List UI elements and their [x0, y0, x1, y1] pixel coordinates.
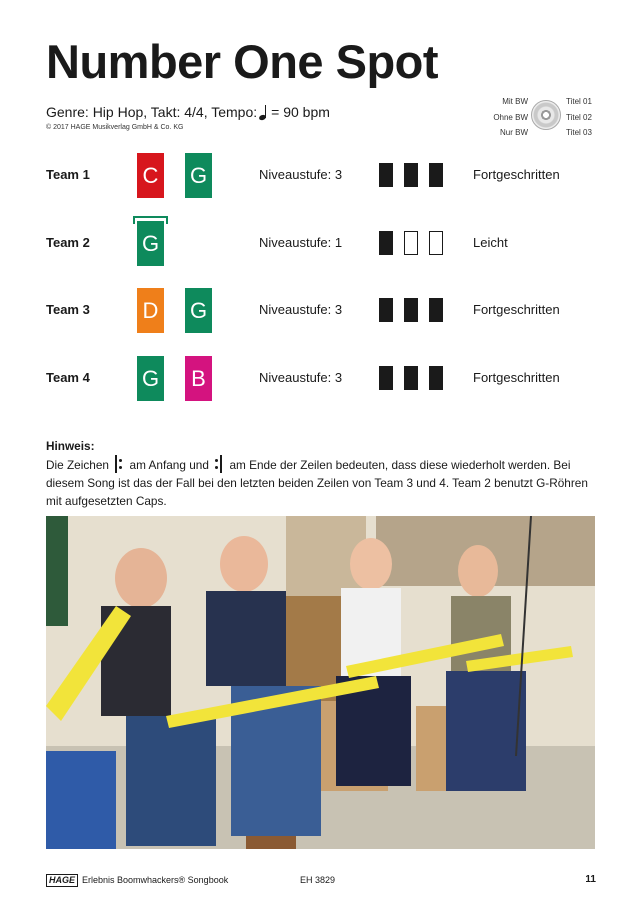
level-bar	[429, 366, 443, 390]
cd-track-01: Titel 01	[566, 97, 592, 106]
songbook-title: Erlebnis Boomwhackers® Songbook	[82, 875, 229, 885]
tube-g-capped	[137, 221, 164, 266]
cap-icon	[133, 216, 168, 224]
genre-line	[46, 104, 330, 120]
cd-label-ohne-bw: Ohne BW	[493, 112, 528, 122]
team-label: Team 3	[46, 302, 90, 317]
hint-block	[46, 437, 596, 510]
photo-illustration	[46, 516, 595, 849]
classroom-photo	[46, 516, 595, 849]
level-bar	[429, 163, 443, 187]
difficulty-label: Leicht	[473, 235, 508, 250]
level-bar	[404, 366, 418, 390]
tube-c: C	[137, 153, 164, 198]
level-bar	[379, 366, 393, 390]
level-bar	[379, 231, 393, 255]
level-bar	[404, 231, 418, 255]
level-bar	[429, 298, 443, 322]
page-title: Number One Spot	[46, 35, 439, 88]
level-bar	[404, 163, 418, 187]
team-row-4	[0, 356, 640, 402]
team-label: Team 1	[46, 167, 90, 182]
difficulty-label: Fortgeschritten	[473, 302, 560, 317]
cd-track-02: Titel 02	[566, 112, 592, 122]
cd-track-03: Titel 03	[566, 128, 592, 137]
cd-left-labels	[493, 94, 528, 141]
level-bar	[379, 163, 393, 187]
level-label: Niveaustufe: 3	[259, 370, 343, 385]
cd-label-nur-bw: Nur BW	[500, 128, 528, 137]
level-label: Niveaustufe: 3	[259, 302, 343, 317]
tube-b: B	[185, 356, 212, 401]
cd-right-labels	[566, 94, 592, 141]
genre-text: Genre: Hip Hop, Takt: 4/4, Tempo:	[46, 104, 258, 120]
page-number: 11	[585, 874, 596, 885]
hint-text	[46, 455, 596, 510]
hint-text-part: am Ende der Zeilen bedeuten, dass diese wiederholt werden. Bei diesem Song ist das der Fall bei den letzten beiden Zeilen von Team 3 und 4. Team 2 benutzt G-Röhren mit aufgesetzten Caps.	[46, 458, 588, 508]
repeat-start-icon	[115, 455, 123, 473]
cd-disc-icon	[531, 100, 561, 130]
footer	[46, 874, 596, 888]
level-label: Niveaustufe: 1	[259, 235, 343, 250]
hint-title: Hinweis:	[46, 439, 95, 453]
catalog-code: EH 3829	[300, 875, 336, 885]
team-row-2	[0, 221, 640, 267]
team-row-3	[0, 288, 640, 334]
cd-track-legend	[480, 94, 600, 140]
level-bar	[429, 231, 443, 255]
level-bar	[379, 298, 393, 322]
hint-text-part: Die Zeichen	[46, 458, 109, 472]
hint-text-part: am Anfang und	[129, 458, 209, 472]
copyright: © 2017 HAGE Musikverlag GmbH & Co. KG	[46, 124, 184, 131]
difficulty-label: Fortgeschritten	[473, 370, 560, 385]
hage-logo: HAGE	[46, 874, 78, 887]
team-label: Team 4	[46, 370, 90, 385]
tube-g: G	[185, 288, 212, 333]
tempo-value: = 90 bpm	[271, 104, 330, 120]
level-bars	[379, 298, 454, 322]
tube-g: G	[137, 356, 164, 401]
tube-d: D	[137, 288, 164, 333]
level-bar	[404, 298, 418, 322]
quarter-note-icon	[259, 104, 269, 120]
tube-g: G	[185, 153, 212, 198]
team-row-1	[0, 153, 640, 199]
repeat-end-icon	[215, 455, 223, 473]
level-label: Niveaustufe: 3	[259, 167, 343, 182]
difficulty-label: Fortgeschritten	[473, 167, 560, 182]
level-bars	[379, 163, 454, 187]
tube-note: G	[141, 230, 160, 256]
level-bars	[379, 231, 454, 255]
level-bars	[379, 366, 454, 390]
team-label: Team 2	[46, 235, 90, 250]
cd-label-mit-bw: Mit BW	[502, 97, 528, 106]
